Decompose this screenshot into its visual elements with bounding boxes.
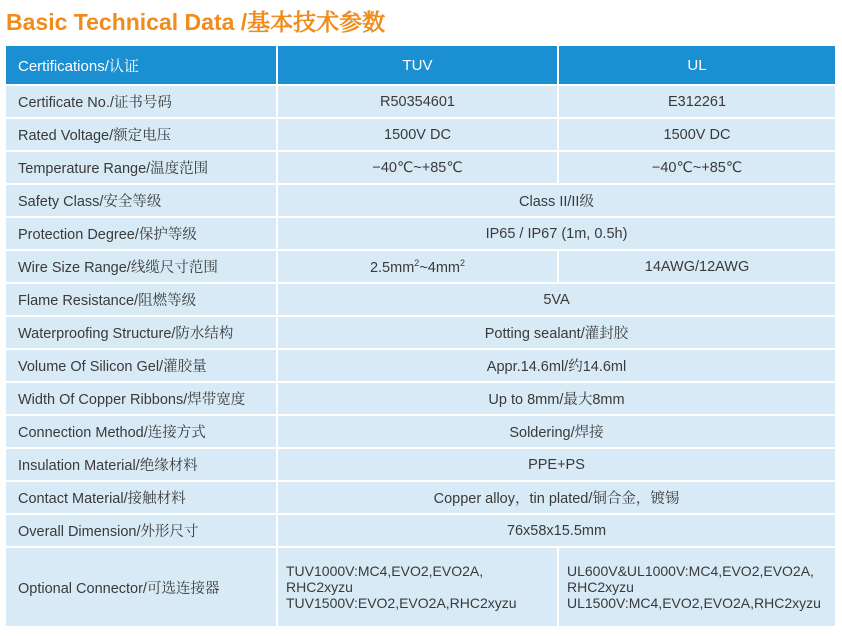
header-tuv: TUV	[278, 46, 557, 84]
row-label: Connection Method/连接方式	[6, 416, 276, 447]
ul-value: 14AWG/12AWG	[559, 251, 835, 282]
header-certifications: Certifications/认证	[6, 46, 276, 84]
connector-line: UL1500V:MC4,EVO2,EVO2A,RHC2xyzu	[567, 595, 821, 611]
row-label: Flame Resistance/阻燃等级	[6, 284, 276, 315]
technical-data-table	[4, 44, 837, 628]
shared-value: PPE+PS	[278, 449, 835, 480]
shared-value: Appr.14.6ml/约14.6ml	[278, 350, 835, 381]
tuv-connector-list	[278, 548, 557, 626]
table-row	[6, 350, 835, 381]
table-row	[6, 185, 835, 216]
table-row	[6, 515, 835, 546]
table-row	[6, 218, 835, 249]
row-label: Safety Class/安全等级	[6, 185, 276, 216]
row-label: Protection Degree/保护等级	[6, 218, 276, 249]
shared-value: IP65 / IP67 (1m, 0.5h)	[278, 218, 835, 249]
table-row	[6, 86, 835, 117]
table-row	[6, 284, 835, 315]
connector-line: TUV1500V:EVO2,EVO2A,RHC2xyzu	[286, 595, 517, 611]
row-label: Contact Material/接触材料	[6, 482, 276, 513]
tuv-value: −40℃~+85℃	[278, 152, 557, 183]
tuv-value: 1500V DC	[278, 119, 557, 150]
table-row	[6, 317, 835, 348]
table-row	[6, 251, 835, 282]
wire-unit-sup: 2	[414, 257, 420, 268]
table-row	[6, 383, 835, 414]
shared-value: Class II/II级	[278, 185, 835, 216]
row-label: Overall Dimension/外形尺寸	[6, 515, 276, 546]
table-row	[6, 152, 835, 183]
tuv-value: R50354601	[278, 86, 557, 117]
row-label: Width Of Copper Ribbons/焊带宽度	[6, 383, 276, 414]
ul-value: −40℃~+85℃	[559, 152, 835, 183]
row-label: Insulation Material/绝缘材料	[6, 449, 276, 480]
connector-line: UL600V&UL1000V:MC4,EVO2,EVO2A,	[567, 563, 814, 579]
wire-max: ~4mm	[419, 259, 461, 276]
shared-value: Soldering/焊接	[278, 416, 835, 447]
shared-value: 5VA	[278, 284, 835, 315]
row-label: Rated Voltage/额定电压	[6, 119, 276, 150]
shared-value: Potting sealant/灌封胶	[278, 317, 835, 348]
ul-connector-list	[559, 548, 835, 626]
ul-value: 1500V DC	[559, 119, 835, 150]
row-label: Wire Size Range/线缆尺寸范围	[6, 251, 276, 282]
table-row	[6, 548, 835, 626]
table-row	[6, 449, 835, 480]
row-label: Volume Of Silicon Gel/灌胶量	[6, 350, 276, 381]
row-label: Temperature Range/温度范围	[6, 152, 276, 183]
table-header-row	[6, 46, 835, 84]
ul-value: E312261	[559, 86, 835, 117]
table-row	[6, 482, 835, 513]
connector-line: RHC2xyzu	[567, 579, 634, 595]
connector-line: TUV1000V:MC4,EVO2,EVO2A,	[286, 563, 484, 579]
row-label: Optional Connector/可选连接器	[6, 548, 276, 626]
header-ul: UL	[559, 46, 835, 84]
table-row	[6, 119, 835, 150]
page-title: Basic Technical Data /基本技术参数	[6, 9, 386, 35]
wire-unit-sup: 2	[460, 257, 466, 268]
wire-min: 2.5mm	[369, 259, 415, 276]
tuv-value	[278, 251, 557, 282]
shared-value: Copper alloy，tin plated/铜合金，镀锡	[278, 482, 835, 513]
row-label: Certificate No./证书号码	[6, 86, 276, 117]
connector-line: RHC2xyzu	[286, 579, 353, 595]
shared-value: 76x58x15.5mm	[278, 515, 835, 546]
shared-value: Up to 8mm/最大8mm	[278, 383, 835, 414]
table-row	[6, 416, 835, 447]
row-label: Waterproofing Structure/防水结构	[6, 317, 276, 348]
